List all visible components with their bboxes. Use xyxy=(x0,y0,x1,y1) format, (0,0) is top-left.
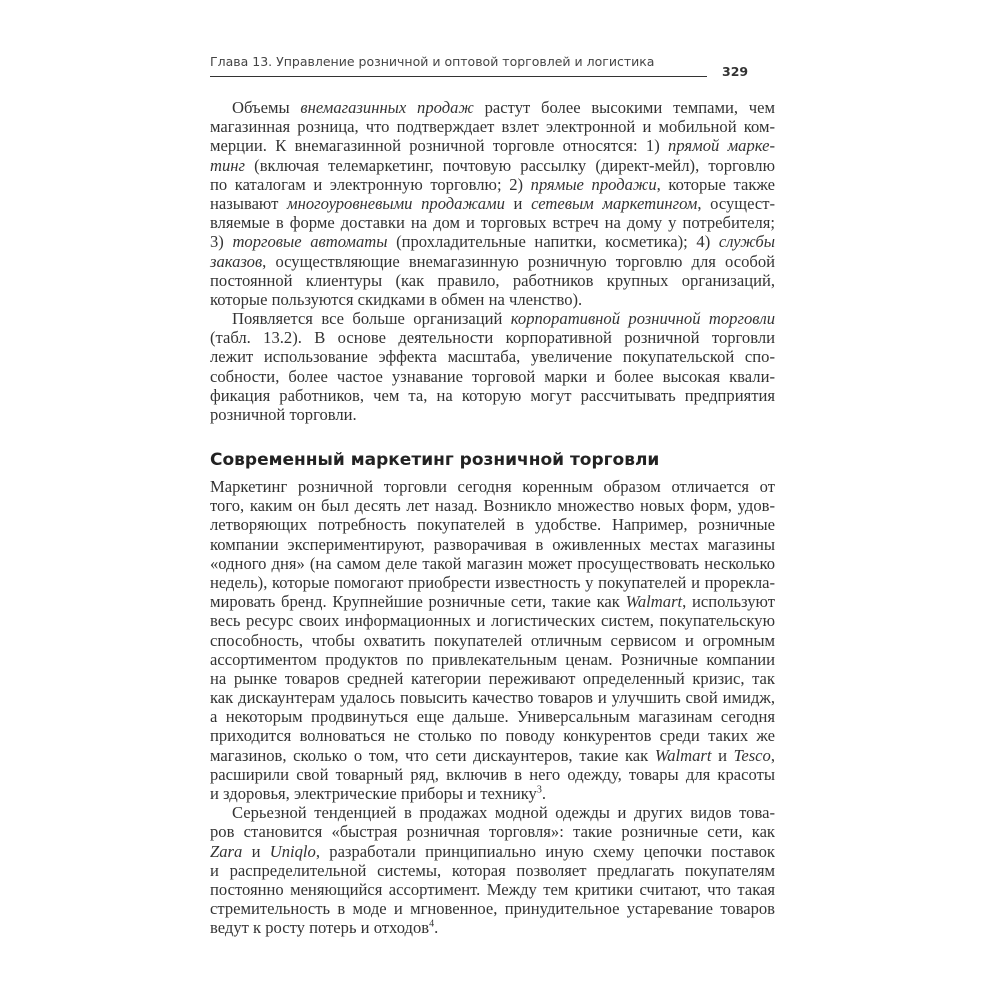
text-line xyxy=(210,899,775,918)
italic-term: Uniqlo xyxy=(269,841,316,861)
text-run: . xyxy=(541,784,546,803)
text-run: магазинов, сколько о том, что сети дискаунтеров, такие как xyxy=(210,745,655,765)
italic-term: прямые продажи xyxy=(530,174,657,194)
text-line xyxy=(210,156,775,175)
text-line xyxy=(210,746,775,765)
text-run: называют xyxy=(210,193,288,213)
section-1-body xyxy=(210,98,775,424)
italic-term: корпоративной розничной торговли xyxy=(510,309,775,329)
text-line xyxy=(210,194,775,213)
text-run: и xyxy=(504,193,532,213)
text-line xyxy=(210,290,775,309)
text-run: фикация работников, чем та, на которую могут рассчитывать предприятия xyxy=(210,385,775,405)
text-run: розничной торговли. xyxy=(210,405,357,424)
text-line xyxy=(210,554,775,573)
text-run: Объемы xyxy=(232,98,301,117)
text-line xyxy=(210,117,775,136)
text-run: по каталогам и электронную торговлю; 2) xyxy=(210,174,531,194)
text-line xyxy=(210,592,775,611)
text-run: , разработали принципиально иную схему цепочки поставок xyxy=(315,841,775,861)
text-line xyxy=(210,175,775,194)
text-run: , осуществляющие внемагазинную розничную торговлю для особой xyxy=(262,251,775,271)
text-run: на рынке товаров средней категории переживают определенный кризис, так xyxy=(210,668,775,688)
text-run: недель), которые помогают приобрести известность у покупателей и прорекла- xyxy=(210,572,775,592)
text-run: того, каким он был десять лет назад. Возникло множество новых форм, удов- xyxy=(210,496,775,516)
text-run: Появляется все больше организаций xyxy=(232,309,511,329)
text-line xyxy=(210,136,775,155)
footnote-ref: 3 xyxy=(536,784,542,796)
text-line xyxy=(210,631,775,650)
text-line xyxy=(210,688,775,707)
text-line xyxy=(210,496,775,515)
text-run: , осущест- xyxy=(697,193,776,213)
text-line xyxy=(210,252,775,271)
text-line xyxy=(210,271,775,290)
text-run: (прохладительные напитки, косметика); 4) xyxy=(387,232,719,252)
text-line xyxy=(210,405,775,424)
text-run: растут более высокими темпами, чем xyxy=(473,98,775,117)
text-line xyxy=(210,611,775,630)
text-run: ведут к росту потерь и отходов xyxy=(210,918,430,938)
text-line xyxy=(210,669,775,688)
footnote-ref: 4 xyxy=(429,918,435,930)
text-line xyxy=(210,515,775,534)
text-line xyxy=(210,367,775,386)
page-number: 329 xyxy=(722,64,749,79)
italic-term: заказов xyxy=(210,251,263,271)
text-run: . xyxy=(434,918,439,938)
text-line xyxy=(210,309,775,328)
text-line xyxy=(210,822,775,841)
text-run: собности, более частое узнавание торговой марки и более высокая квали- xyxy=(210,366,775,386)
section-2-body xyxy=(210,477,775,938)
text-run: «одного дня» (на самом деле такой магазин может просуществовать несколько xyxy=(210,553,775,573)
text-run: вляемые в форме доставки на дом и торговых встреч на дому у потребителя; xyxy=(210,213,775,233)
text-run: летворяющих потребность покупателей в удобстве. Например, розничные xyxy=(210,515,775,535)
text-line xyxy=(210,880,775,899)
text-line xyxy=(210,650,775,669)
text-line xyxy=(210,232,775,251)
section-heading: Современный маркетинг розничной торговли xyxy=(210,450,660,470)
text-run: ассортиментом продуктов по привлекательным ценам. Розничные компании xyxy=(210,649,775,669)
text-run: , используют xyxy=(682,592,775,612)
text-line xyxy=(210,98,775,117)
italic-term: Walmart xyxy=(654,745,712,765)
text-line xyxy=(210,477,775,496)
text-line xyxy=(210,707,775,726)
text-line xyxy=(210,726,775,745)
text-run: (табл. 13.2). В основе деятельности корпоративной розничной торговли xyxy=(210,328,775,348)
text-run: Маркетинг розничной торговли сегодня коренным образом отличается от xyxy=(210,477,775,496)
text-run: приходится волноваться не столько по поводу конкурентов среди таких же xyxy=(210,726,775,746)
header-rule xyxy=(210,76,707,77)
text-run: способность, чтобы охватить покупателей отличным сервисом и огромным xyxy=(210,630,775,650)
text-run: которые пользуются скидками в обмен на членство). xyxy=(210,289,583,309)
text-line xyxy=(210,803,775,822)
text-run: , которые также xyxy=(656,174,775,194)
text-run: Серьезной тенденцией в продажах модной одежды и других видов това- xyxy=(232,803,775,823)
text-line xyxy=(210,842,775,861)
text-line xyxy=(210,784,775,803)
text-line xyxy=(210,765,775,784)
text-line xyxy=(210,918,775,937)
text-run: и здоровья, электрические приборы и технику xyxy=(210,784,537,803)
text-run: магазинная розница, что подтверждает взлет электронной и мобильной ком- xyxy=(210,117,775,137)
text-run: , xyxy=(770,745,775,765)
text-run: и xyxy=(711,745,734,765)
running-header: Глава 13. Управление розничной и оптовой торговлей и логистика xyxy=(210,54,655,69)
text-line xyxy=(210,328,775,347)
italic-term: Walmart xyxy=(625,592,683,612)
text-run: мировать бренд. Крупнейшие розничные сети, такие как xyxy=(210,592,626,612)
italic-term: торговые автоматы xyxy=(232,232,388,252)
text-run: как дискаунтерам удалось повысить качество товаров и улучшить свой имидж, xyxy=(210,688,775,708)
italic-term: многоуровневыми продажами xyxy=(287,193,505,213)
text-run: расширили свой товарный ряд, включив в него одежду, товары для красоты xyxy=(210,764,775,784)
italic-term: Zara xyxy=(210,841,243,861)
text-run: весь ресурс своих информационных и логистических систем, покупательскую xyxy=(210,611,775,631)
text-run: и распределительной системы, которая позволяет предлагать покупателям xyxy=(210,860,775,880)
text-run: ров становится «быстрая розничная торговля»: такие розничные сети, как xyxy=(210,822,775,842)
text-line xyxy=(210,861,775,880)
text-line xyxy=(210,573,775,592)
text-run: лежит использование эффекта масштаба, увеличение покупательской спо- xyxy=(210,347,775,367)
text-line xyxy=(210,386,775,405)
text-line xyxy=(210,213,775,232)
italic-term: сетевым маркетингом xyxy=(531,193,698,213)
text-run: и xyxy=(242,841,270,861)
text-run: мерции. К внемагазинной розничной торговле относятся: 1) xyxy=(210,136,669,156)
italic-term: внемагазинных продаж xyxy=(300,98,474,117)
italic-term: Tesco xyxy=(733,745,771,765)
text-run: постоянно меняющийся ассортимент. Между тем критики считают, что такая xyxy=(210,879,775,899)
text-run: 3) xyxy=(210,232,233,252)
italic-term: прямой марке- xyxy=(668,136,776,156)
text-run: (включая телемаркетинг, почтовую рассылку (директ-мейл), торговлю xyxy=(245,155,775,175)
text-line xyxy=(210,535,775,554)
text-run: стремительность в моде и мгновенное, принудительное устаревание товаров xyxy=(210,899,775,919)
text-run: компании экспериментируют, разворачивая в оживленных местах магазины xyxy=(210,534,775,554)
italic-term: тинг xyxy=(210,155,245,175)
text-run: а некоторым продвинуться еще дальше. Универсальным магазинам сегодня xyxy=(210,707,775,727)
text-line xyxy=(210,347,775,366)
italic-term: службы xyxy=(718,232,775,252)
text-run: постоянной клиентуры (как правило, работников крупных организаций, xyxy=(210,270,775,290)
